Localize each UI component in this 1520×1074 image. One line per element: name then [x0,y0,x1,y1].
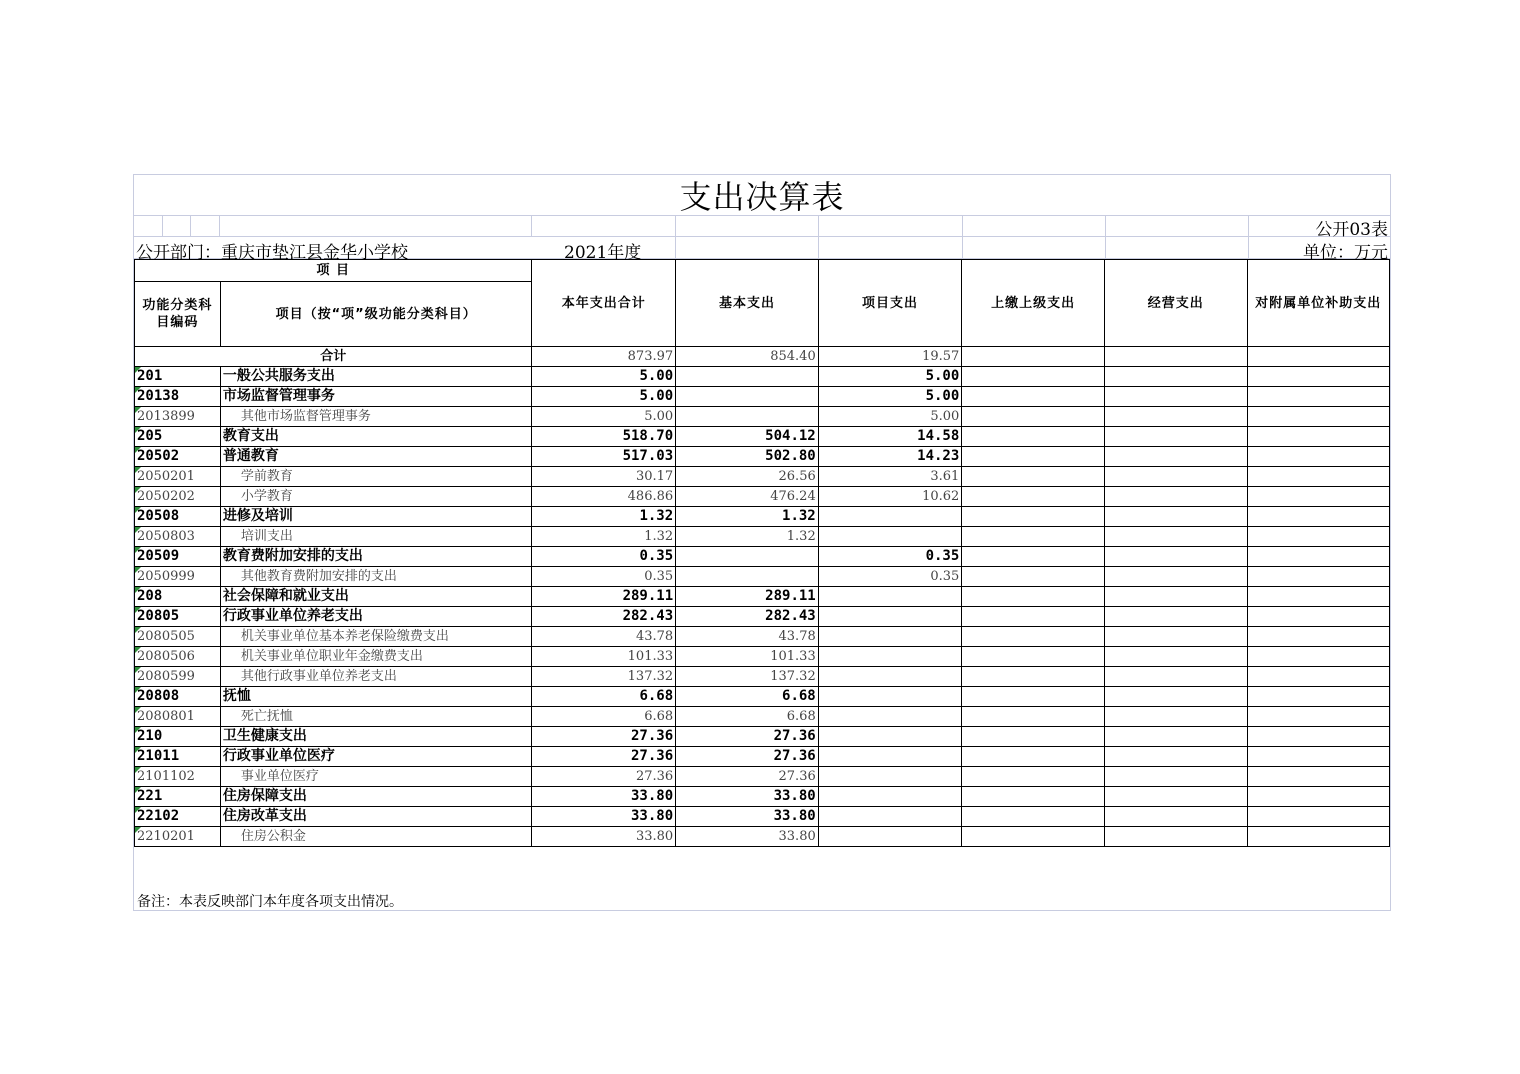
row-business [1105,427,1248,447]
row-upper [962,447,1105,467]
row-name: 进修及培训 [220,507,532,527]
row-name: 机关事业单位基本养老保险缴费支出 [220,627,532,647]
expenditure-table [134,259,1390,847]
row-basic: 137.32 [676,667,819,687]
row-total: 101.33 [532,647,676,667]
total-upper [962,347,1105,367]
row-subsidy [1247,647,1389,667]
row-upper [962,827,1105,847]
row-subsidy [1247,467,1389,487]
row-name: 其他行政事业单位养老支出 [220,667,532,687]
row-name: 一般公共服务支出 [220,367,532,387]
row-subsidy [1247,747,1389,767]
row-business [1105,707,1248,727]
row-subsidy [1247,807,1389,827]
row-basic: 6.68 [676,687,819,707]
row-code: 20805 [135,607,221,627]
header-project: 项目支出 [818,260,962,347]
table-row [135,667,1390,687]
row-name: 卫生健康支出 [220,727,532,747]
table-body [135,260,1390,847]
row-subsidy [1247,607,1389,627]
row-basic: 476.24 [676,487,819,507]
row-code: 2050999 [135,567,221,587]
row-total: 33.80 [532,787,676,807]
row-total: 33.80 [532,827,676,847]
row-subsidy [1247,587,1389,607]
row-subsidy [1247,367,1389,387]
row-business [1105,527,1248,547]
row-name: 其他教育费附加安排的支出 [220,567,532,587]
table-row [135,387,1390,407]
row-code: 2050201 [135,467,221,487]
total-subsidy [1247,347,1389,367]
row-total: 518.70 [532,427,676,447]
header-upper: 上缴上级支出 [962,260,1105,347]
row-total: 289.11 [532,587,676,607]
row-code: 208 [135,587,221,607]
row-project [818,587,962,607]
row-project: 5.00 [818,387,962,407]
table-row [135,707,1390,727]
row-subsidy [1247,767,1389,787]
row-project [818,747,962,767]
table-row [135,767,1390,787]
row-project [818,607,962,627]
row-upper [962,807,1105,827]
table-row [135,827,1390,847]
total-row [135,347,1390,367]
table-row [135,487,1390,507]
grid-row-table-no [134,215,1390,240]
header-business: 经营支出 [1105,260,1248,347]
row-project: 0.35 [818,547,962,567]
row-business [1105,547,1248,567]
row-code: 221 [135,787,221,807]
table-row [135,807,1390,827]
total-basic: 854.40 [676,347,819,367]
row-subsidy [1247,827,1389,847]
row-project: 14.58 [818,427,962,447]
row-name: 住房保障支出 [220,787,532,807]
row-basic: 101.33 [676,647,819,667]
row-upper [962,627,1105,647]
total-business [1105,347,1248,367]
row-total: 1.32 [532,527,676,547]
row-project [818,767,962,787]
table-row [135,447,1390,467]
row-subsidy [1247,727,1389,747]
row-basic: 6.68 [676,707,819,727]
row-business [1105,387,1248,407]
row-project [818,507,962,527]
row-code: 20808 [135,687,221,707]
row-project [818,727,962,747]
row-basic: 27.36 [676,767,819,787]
row-name: 学前教育 [220,467,532,487]
row-name: 死亡抚恤 [220,707,532,727]
table-number: 公开03表 [1315,220,1388,240]
row-name: 行政事业单位养老支出 [220,607,532,627]
row-name: 抚恤 [220,687,532,707]
row-business [1105,687,1248,707]
row-upper [962,747,1105,767]
row-subsidy [1247,487,1389,507]
row-project [818,687,962,707]
header-code: 功能分类科目编码 [135,282,221,347]
row-code: 2101102 [135,767,221,787]
row-code: 20138 [135,387,221,407]
row-code: 2080801 [135,707,221,727]
row-upper [962,487,1105,507]
header-item: 项 目 [135,260,532,282]
row-name: 市场监督管理事务 [220,387,532,407]
row-project [818,667,962,687]
row-code: 2050803 [135,527,221,547]
row-code: 2050202 [135,487,221,507]
table-row [135,727,1390,747]
row-name: 机关事业单位职业年金缴费支出 [220,647,532,667]
row-total: 137.32 [532,667,676,687]
row-project: 5.00 [818,407,962,427]
row-name: 教育支出 [220,427,532,447]
row-business [1105,567,1248,587]
table-row [135,747,1390,767]
row-name: 社会保障和就业支出 [220,587,532,607]
row-business [1105,407,1248,427]
header-row-1 [135,260,1390,282]
row-upper [962,527,1105,547]
row-upper [962,787,1105,807]
total-amount: 873.97 [532,347,676,367]
row-subsidy [1247,447,1389,467]
table-row [135,627,1390,647]
table-row [135,407,1390,427]
row-business [1105,607,1248,627]
row-project: 0.35 [818,567,962,587]
row-total: 517.03 [532,447,676,467]
row-project [818,827,962,847]
row-business [1105,507,1248,527]
row-name: 教育费附加安排的支出 [220,547,532,567]
row-business [1105,467,1248,487]
row-code: 2210201 [135,827,221,847]
row-project [818,707,962,727]
row-subsidy [1247,627,1389,647]
row-upper [962,647,1105,667]
row-business [1105,647,1248,667]
row-total: 486.86 [532,487,676,507]
row-project: 14.23 [818,447,962,467]
row-subsidy [1247,387,1389,407]
row-subsidy [1247,427,1389,447]
row-subsidy [1247,787,1389,807]
row-name: 住房公积金 [220,827,532,847]
row-code: 20509 [135,547,221,567]
row-basic: 43.78 [676,627,819,647]
header-total: 本年支出合计 [532,260,676,347]
row-upper [962,507,1105,527]
row-total: 27.36 [532,767,676,787]
row-business [1105,727,1248,747]
row-basic: 504.12 [676,427,819,447]
row-project [818,807,962,827]
row-name: 培训支出 [220,527,532,547]
row-total: 43.78 [532,627,676,647]
total-label: 合计 [135,347,532,367]
row-total: 0.35 [532,547,676,567]
row-code: 2080599 [135,667,221,687]
row-subsidy [1247,507,1389,527]
row-basic [676,387,819,407]
row-name: 住房改革支出 [220,807,532,827]
row-total: 0.35 [532,567,676,587]
row-code: 201 [135,367,221,387]
row-total: 5.00 [532,387,676,407]
table-row [135,687,1390,707]
row-total: 6.68 [532,707,676,727]
row-project [818,647,962,667]
spreadsheet-sheet [133,174,1391,911]
row-code: 210 [135,727,221,747]
row-business [1105,807,1248,827]
row-basic: 289.11 [676,587,819,607]
row-code: 20508 [135,507,221,527]
row-subsidy [1247,667,1389,687]
fiscal-year: 2021年度 [564,243,642,263]
row-code: 2013899 [135,407,221,427]
row-subsidy [1247,547,1389,567]
row-upper [962,587,1105,607]
row-code: 20502 [135,447,221,467]
row-business [1105,627,1248,647]
table-row [135,467,1390,487]
department-label: 公开部门：重庆市垫江县金华小学校 [136,243,408,263]
row-upper [962,407,1105,427]
row-project [818,527,962,547]
row-subsidy [1247,567,1389,587]
row-upper [962,467,1105,487]
row-upper [962,547,1105,567]
table-row [135,787,1390,807]
row-subsidy [1247,687,1389,707]
row-code: 22102 [135,807,221,827]
header-basic: 基本支出 [676,260,819,347]
row-total: 5.00 [532,367,676,387]
header-name: 项目（按“项”级功能分类科目） [220,282,532,347]
row-project [818,627,962,647]
row-business [1105,787,1248,807]
row-upper [962,707,1105,727]
row-code: 2080505 [135,627,221,647]
row-upper [962,607,1105,627]
row-subsidy [1247,707,1389,727]
row-business [1105,827,1248,847]
row-total: 30.17 [532,467,676,487]
grid-row-dept [134,237,1390,263]
row-business [1105,487,1248,507]
header-subsidy: 对附属单位补助支出 [1247,260,1389,347]
page-title: 支出决算表 [134,175,1390,216]
table-row [135,367,1390,387]
row-code: 21011 [135,747,221,767]
row-code: 2080506 [135,647,221,667]
row-basic: 33.80 [676,807,819,827]
row-business [1105,747,1248,767]
row-total: 1.32 [532,507,676,527]
row-business [1105,367,1248,387]
row-upper [962,427,1105,447]
row-total: 33.80 [532,807,676,827]
row-project: 5.00 [818,367,962,387]
row-basic: 282.43 [676,607,819,627]
row-code: 205 [135,427,221,447]
row-business [1105,767,1248,787]
table-row [135,547,1390,567]
row-project: 3.61 [818,467,962,487]
row-name: 普通教育 [220,447,532,467]
row-basic: 33.80 [676,787,819,807]
table-row [135,607,1390,627]
row-total: 27.36 [532,727,676,747]
row-business [1105,447,1248,467]
row-upper [962,727,1105,747]
row-upper [962,567,1105,587]
footnote: 备注：本表反映部门本年度各项支出情况。 [137,894,403,910]
row-upper [962,387,1105,407]
row-total: 5.00 [532,407,676,427]
row-basic: 502.80 [676,447,819,467]
row-basic: 1.32 [676,507,819,527]
row-subsidy [1247,527,1389,547]
row-upper [962,767,1105,787]
row-business [1105,587,1248,607]
table-row [135,587,1390,607]
row-basic [676,547,819,567]
row-business [1105,667,1248,687]
row-basic: 26.56 [676,467,819,487]
row-basic: 27.36 [676,727,819,747]
row-project [818,787,962,807]
table-row [135,527,1390,547]
row-name: 事业单位医疗 [220,767,532,787]
row-name: 行政事业单位医疗 [220,747,532,767]
row-name: 小学教育 [220,487,532,507]
row-basic: 1.32 [676,527,819,547]
table-row [135,507,1390,527]
row-upper [962,367,1105,387]
total-project: 19.57 [818,347,962,367]
table-row [135,647,1390,667]
row-subsidy [1247,407,1389,427]
row-upper [962,687,1105,707]
table-row [135,567,1390,587]
row-basic: 33.80 [676,827,819,847]
row-project: 10.62 [818,487,962,507]
unit-label: 单位：万元 [1303,243,1388,263]
row-basic [676,367,819,387]
row-total: 27.36 [532,747,676,767]
table-row [135,427,1390,447]
row-basic [676,407,819,427]
row-upper [962,667,1105,687]
row-name: 其他市场监督管理事务 [220,407,532,427]
row-basic: 27.36 [676,747,819,767]
row-total: 282.43 [532,607,676,627]
row-basic [676,567,819,587]
row-total: 6.68 [532,687,676,707]
